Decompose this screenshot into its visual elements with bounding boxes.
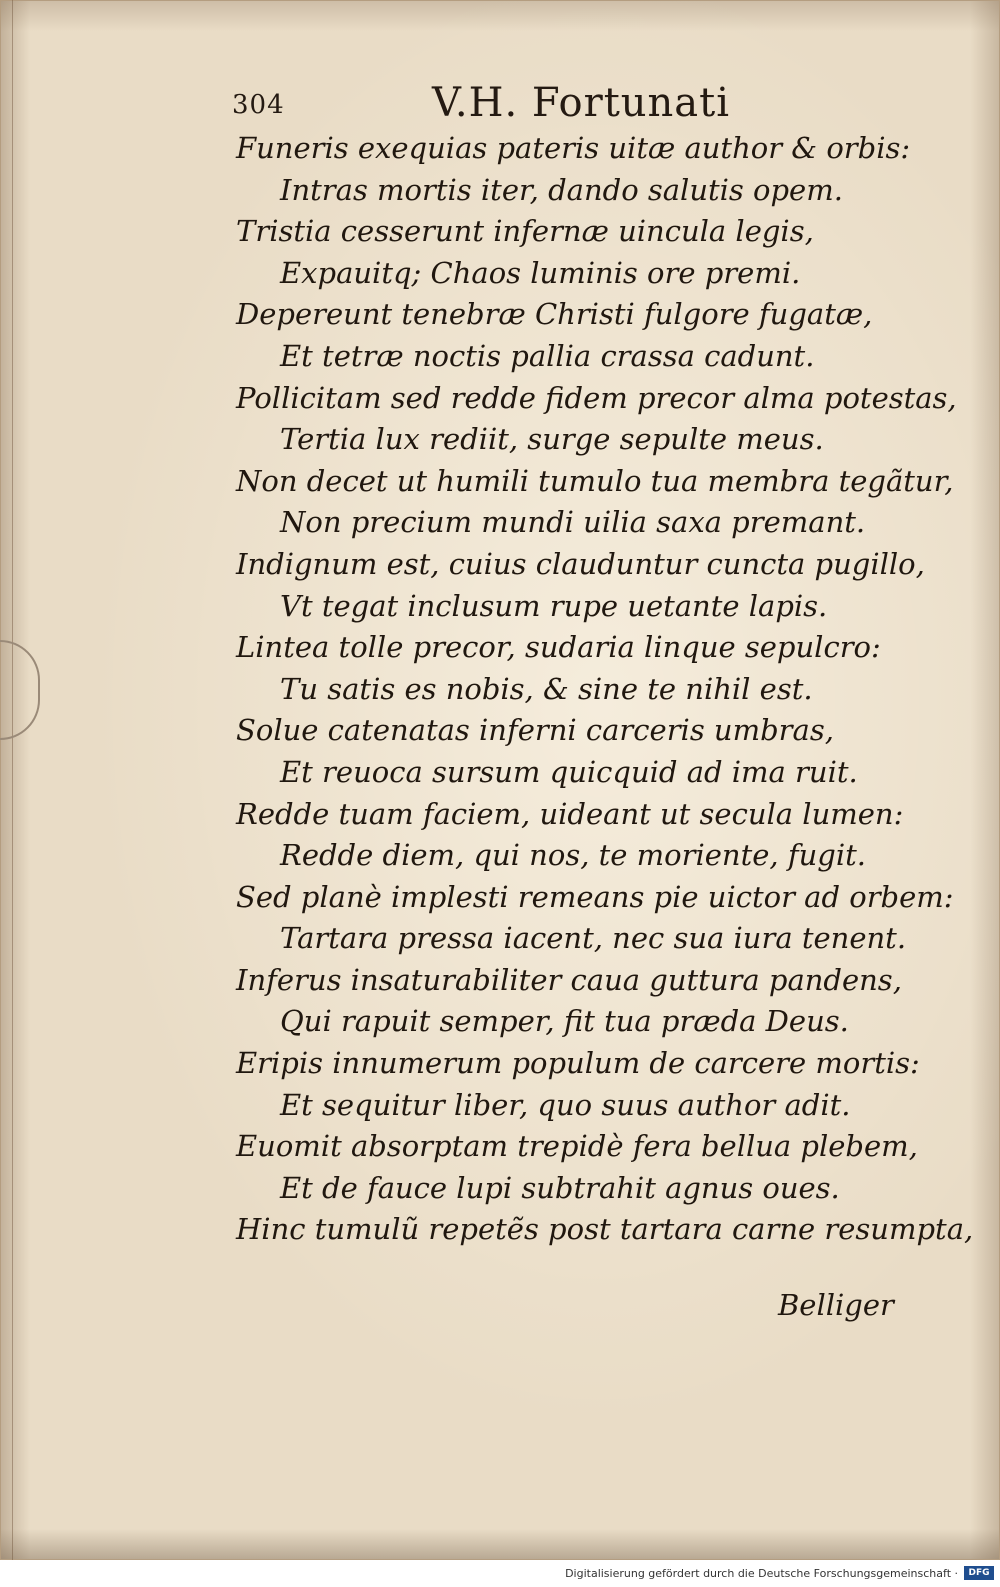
verse-line: Hinc tumulũ repetẽs post tartara carne resumpta,	[236, 1212, 974, 1247]
verse-line: Et sequitur liber, quo suus author adit.	[280, 1087, 851, 1122]
page-clip	[0, 640, 40, 740]
poem-text	[236, 128, 974, 1251]
verse-line: Indignum est, cuius clauduntur cuncta pugillo,	[236, 546, 925, 581]
verse-line: Expauitq; Chaos luminis ore premi.	[280, 255, 801, 290]
verse-line: Et reuoca sursum quicquid ad ima ruit.	[280, 754, 858, 789]
verse-line: Tertia lux rediit, surge sepulte meus.	[280, 422, 824, 457]
verse-line: Non decet ut humili tumulo tua membra tegãtur,	[236, 463, 954, 498]
verse-line: Sed planè implesti remeans pie uictor ad orbem:	[236, 879, 954, 914]
verse-line: Depereunt tenebræ Christi fulgore fugatæ,	[236, 297, 873, 332]
verse-line: Solue catenatas inferni carceris umbras,	[236, 713, 834, 748]
verse-line: Intras mortis iter, dando salutis opem.	[280, 172, 843, 207]
verse-line: Tartara pressa iacent, nec sua iura tenent.	[280, 921, 907, 956]
verse-line: Pollicitam sed redde fidem precor alma potestas,	[236, 380, 957, 415]
dfg-logo: DFG	[964, 1566, 994, 1580]
verse-line: Funeris exequias pateris uitæ author & orbis:	[236, 131, 911, 165]
verse-line: Et tetræ noctis pallia crassa cadunt.	[280, 338, 815, 373]
verse-line: Qui rapuit semper, fit tua præda Deus.	[280, 1004, 849, 1039]
digitization-credit: Digitalisierung gefördert durch die Deutsche Forschungsgemeinschaft ·	[565, 1567, 958, 1580]
verse-line: Vt tegat inclusum rupe uetante lapis.	[280, 588, 828, 623]
verse-line: Euomit absorptam trepidè fera bellua plebem,	[236, 1129, 918, 1164]
verse-line: Inferus insaturabiliter caua guttura pandens,	[236, 962, 902, 997]
page-header	[232, 80, 932, 130]
verse-line: Eripis innumerum populum de carcere mortis:	[236, 1046, 920, 1081]
verse-line: Redde tuam faciem, uideant ut secula lumen:	[236, 796, 904, 831]
verse-line: Redde diem, qui nos, te moriente, fugit.	[280, 838, 866, 873]
verse-line: Et de fauce lupi subtrahit agnus oues.	[280, 1170, 840, 1205]
page-number: 304	[232, 90, 285, 120]
running-title: V.H. Fortunati	[432, 80, 731, 126]
catchword: Belliger	[778, 1288, 894, 1322]
verse-line: Tu satis es nobis, & sine te nihil est.	[280, 671, 813, 706]
verse-line: Tristia cesserunt infernæ uincula legis,	[236, 214, 814, 249]
verse-line: Non precium mundi uilia saxa premant.	[280, 505, 866, 540]
verse-line: Lintea tolle precor, sudaria linque sepulcro:	[236, 630, 881, 665]
page-fold-edge	[12, 0, 13, 1560]
